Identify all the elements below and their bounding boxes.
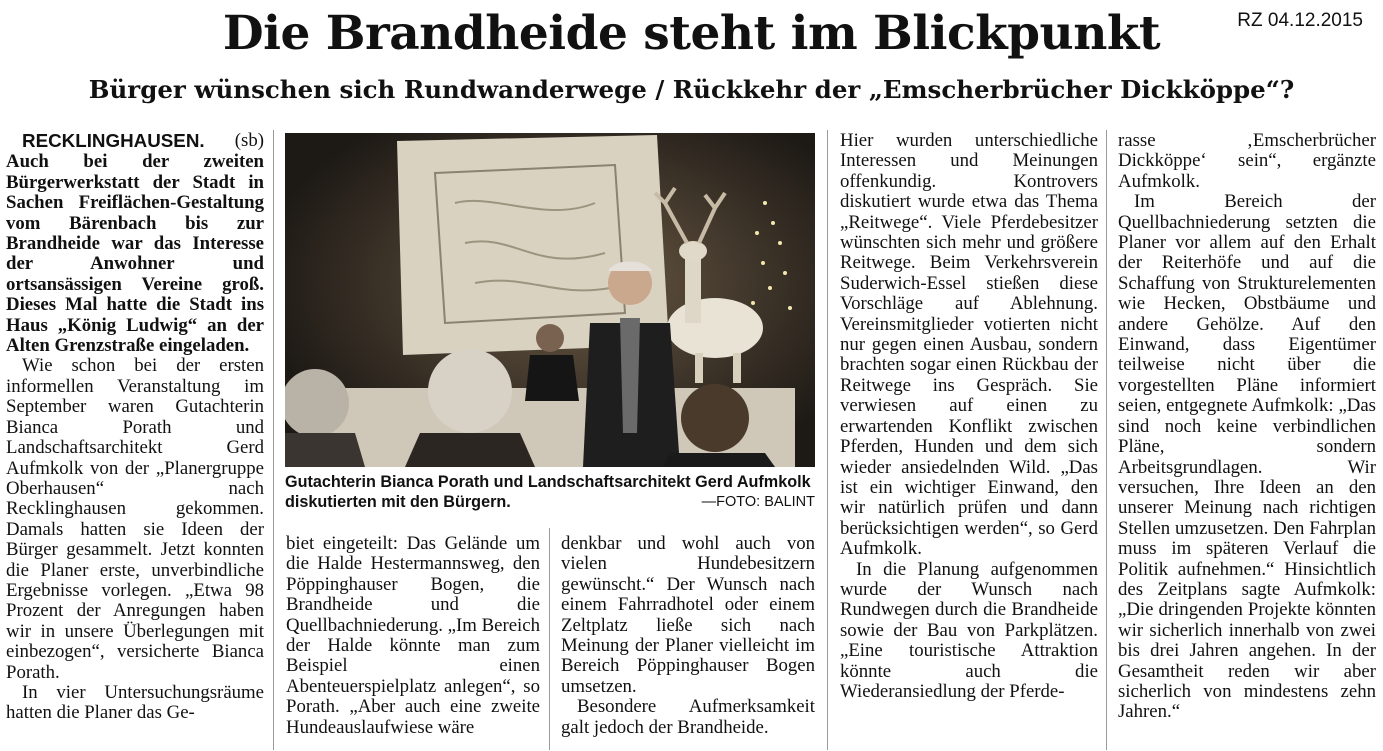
body-paragraph: Besondere Aufmerksamkeit galt jedoch der Brandheide. <box>561 696 815 738</box>
body-paragraph: In vier Untersuchungsräume hatten die Planer das Ge- <box>6 681 264 724</box>
photo-caption <box>285 472 815 512</box>
body-paragraph: biet eingeteilt: Das Gelände um die Halde Hestermannsweg, den Pöppinghauser Bogen, die Brandheide und die Quellbachniederung. „Im Bereich der Halde könnte man zum Beispiel einen Abenteuerspielplatz anlegen“, so Porath. „Aber auch eine zweite Hundeauslaufwiese wäre <box>286 534 540 738</box>
article-column-4 <box>840 131 1098 749</box>
event-photo <box>285 133 815 467</box>
article-column-1 <box>6 131 264 749</box>
body-paragraph: Wie schon bei der ersten informellen Veranstaltung im September waren Gutachterin Bianca Porath und Landschaftsarchitekt Gerd Aufmkolk von der „Planergruppe Oberhausen“ nach Recklinghausen gekommen. Damals hatten sie Ideen der Bürger gesammelt. Jetzt konnten die Planer erste, unverbindliche Ergebnisse vorlegen. „Etwa 98 Prozent der Anregungen haben wir in unsere Überlegungen mit einbezogen“, versicherte Bianca Porath. <box>6 355 264 683</box>
dateline: RZ 04.12.2015 <box>1237 10 1363 31</box>
column-rule <box>1106 130 1107 750</box>
author-tag: (sb) <box>234 131 264 151</box>
caption-text: Gutachterin Bianca Porath und Landschaftsarchitekt Gerd Aufmkolk diskutierten mit den Bürgern. <box>285 473 811 511</box>
lead-paragraph <box>6 131 264 356</box>
column-rule <box>827 130 828 750</box>
body-paragraph: In die Planung aufgenommen wurde der Wunsch nach Rundwegen durch die Brandheide sowie der Bau von Parkplätzen. „Eine touristische Attraktion könnte auch die Wiederansiedlung der Pferde- <box>840 558 1098 702</box>
photo-illustration <box>285 133 815 467</box>
article-column-2 <box>286 534 540 750</box>
column-rule <box>273 130 274 750</box>
body-paragraph: Hier wurden unterschiedliche Interessen und Meinungen offenkundig. Kontrovers diskutiert wurde etwa das Thema „Reitwege“. Viele Pferdebesitzer wünschten sich mehr und größere Reitwege. Beim Verkehrsverein Suderwich-Essel stießen diese Vorschläge auf Ablehnung. Vereinsmitglieder votierten nicht nur gegen einen Ausbau, sondern brachten sogar einen Rückbau der Reitwege ins Gespräch. Sie verwiesen auf einen zu erwartenden Konflikt zwischen Pferden, Hunden und dem sich wieder ansiedelnden Wild. „Das ist ein wichtiger Einwand, den wir natürlich prüfen und dann berücksichtigen werden“, so Gerd Aufmkolk. <box>840 131 1098 560</box>
city-dateline: RECKLINGHAUSEN. <box>22 131 205 151</box>
article-column-3 <box>561 534 815 750</box>
headline: Die Brandheide steht im Blickpunkt <box>222 6 1161 61</box>
article-column-5 <box>1118 131 1376 749</box>
subheadline: Bürger wünschen sich Rundwanderwege / Rückkehr der „Emscherbrücher Dickköppe“? <box>88 75 1295 104</box>
photo-credit: —FOTO: BALINT <box>701 494 815 510</box>
column-rule <box>549 528 550 750</box>
lead-text: Auch bei der zweiten Bürgerwerkstatt der Stadt in Sachen Freiflächen-Gestaltung vom Bärenbach bis zur Brandheide war das Interesse der Anwohner und ortsansässigen Vereine groß. Dieses Mal hatte die Stadt ins Haus „König Ludwig“ an der Alten Grenzstraße eingeladen. <box>6 151 264 357</box>
body-paragraph: rasse ‚Emscherbrücher Dickköppe‘ sein“, ergänzte Aufmkolk. <box>1118 131 1376 192</box>
body-paragraph: Im Bereich der Quellbachniederung setzten die Planer vor allem auf den Erhalt der Reiterhöfe und auf die Schaffung von Strukturelementen wie Hecken, Obstbäume und andere Gehölze. Auf den Einwand, dass Eigentümer teilweise nicht über die vorgestellten Pläne informiert seien, entgegnete Aufmkolk: „Das sind noch keine verbindlichen Pläne, sondern Arbeitsgrundlagen. Wir versuchen, Ihre Ideen an den unserer Meinung nach richtigen Stellen umzusetzen. Den Fahrplan muss im späteren Verlauf die Politik aufnehmen.“ Hinsichtlich des Zeitplans sagte Aufmkolk: „Die dringenden Projekte könnten wir sicherlich innerhalb von zwei bis drei Jahren angehen. In der Gesamtheit reden wir aber sicherlich von mindestens zehn Jahren.“ <box>1118 191 1376 723</box>
body-paragraph: denkbar und wohl auch von vielen Hundebesitzern gewünscht.“ Der Wunsch nach einem Fahrradhotel oder einem Zeltplatz ließe sich nach Meinung der Planer vielleicht im Bereich Pöppinghauser Bogen umsetzen. <box>561 534 815 697</box>
